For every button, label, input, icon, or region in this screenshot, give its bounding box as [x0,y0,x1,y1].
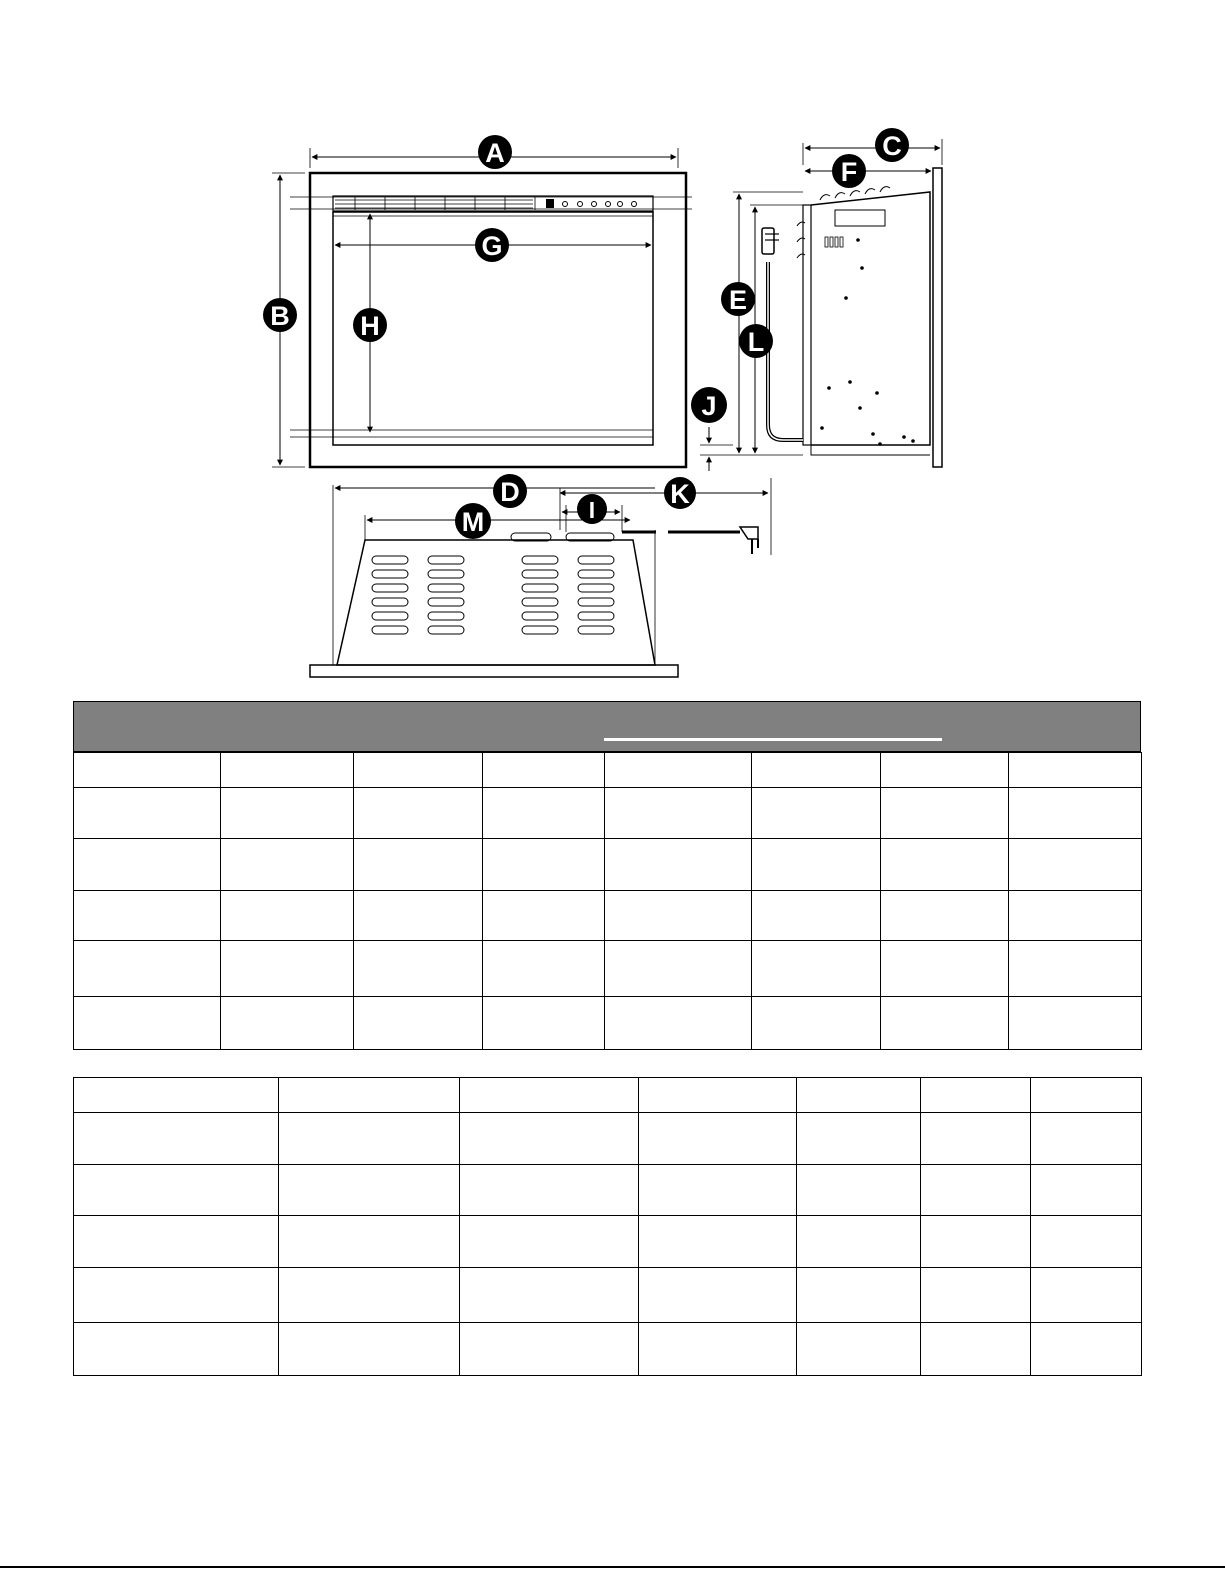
label-l-badge [739,324,773,358]
table-header-band [73,701,1141,752]
label-e-badge [721,282,755,316]
table-row [74,1216,1142,1268]
table-row [74,941,1142,997]
label-c-badge [875,128,909,162]
label-a-badge [478,135,512,169]
label-j-text: J [701,391,717,421]
label-j-badge [691,387,727,423]
table-row [74,1323,1142,1376]
table-row [74,1165,1142,1216]
label-a-text: A [485,138,505,168]
fireplace-dimension-diagram [0,0,1225,700]
label-d-badge [493,474,527,508]
table-row [74,1113,1142,1165]
label-f-badge [832,154,866,188]
table-row [74,1078,1142,1113]
label-h-badge [353,308,387,342]
label-i-badge [577,494,607,524]
table-row [74,891,1142,941]
front-view [272,148,692,467]
label-k-badge [664,477,696,509]
label-b-text: B [270,301,290,331]
table-row [74,753,1142,788]
label-d-text: D [500,477,520,507]
label-m-text: M [461,507,485,537]
table-row [74,997,1142,1050]
table-row [74,1268,1142,1323]
table-row [74,788,1142,839]
label-i-text: I [588,497,596,523]
label-e-text: E [728,285,748,315]
label-c-text: C [882,131,902,161]
dimensions-table-lower [73,1077,1142,1376]
label-b-badge [263,298,297,332]
label-g-text: G [481,231,503,261]
header-underline [604,738,942,741]
dimensions-table-upper [73,752,1142,1050]
label-g-badge [475,228,509,262]
label-l-text: L [747,327,765,357]
table-row [74,839,1142,891]
top-view [310,478,771,677]
label-h-text: H [360,311,380,341]
page-bottom-rule [0,1566,1225,1568]
label-f-text: F [840,157,858,187]
label-m-badge [455,503,491,539]
label-k-text: K [670,479,690,509]
